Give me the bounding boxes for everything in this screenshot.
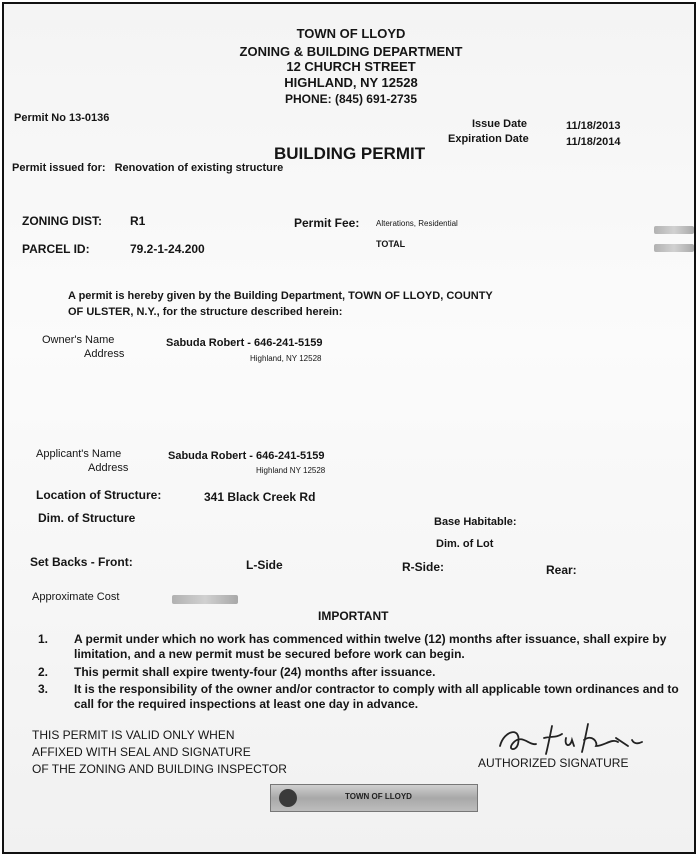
dim-lot-label: Dim. of Lot (436, 538, 494, 550)
owner-name-label: Owner's Name (42, 334, 115, 346)
fee-total-label: TOTAL (376, 239, 406, 249)
owner-address: Highland, NY 12528 (250, 354, 322, 363)
zoning-district: R1 (130, 214, 146, 228)
applicant-name: Sabuda Robert - 646-241-5159 (168, 450, 325, 462)
permit-number-label: Permit No (14, 112, 66, 124)
department-city: HIGHLAND, NY 12528 (284, 75, 418, 90)
owner-name: Sabuda Robert - 646-241-5159 (166, 337, 323, 349)
valid-notice-line2: AFFIXED WITH SEAL AND SIGNATURE (32, 745, 251, 759)
important-item: 2. This permit shall expire twenty-four (24) months after issuance. (38, 665, 436, 679)
applicant-address: Highland NY 12528 (256, 466, 326, 475)
setbacks-rear-label: Rear: (546, 563, 577, 577)
setbacks-rside-label: R-Side: (402, 560, 444, 574)
permit-document (2, 2, 696, 854)
valid-notice-line3: OF THE ZONING AND BUILDING INSPECTOR (32, 762, 287, 776)
issued-for-label: Permit issued for: (12, 162, 106, 174)
permit-number-row (14, 112, 109, 124)
document-title: BUILDING PERMIT (274, 144, 426, 163)
parcel-id: 79.2-1-24.200 (130, 242, 205, 256)
valid-notice-line1: THIS PERMIT IS VALID ONLY WHEN (32, 728, 235, 742)
seal-emblem-icon (279, 789, 297, 807)
department-street: 12 CHURCH STREET (286, 59, 416, 74)
expiration-date-label: Expiration Date (448, 133, 529, 145)
setbacks-lside-label: L-Side (246, 558, 283, 572)
approximate-cost-label: Approximate Cost (32, 591, 120, 603)
location-value: 341 Black Creek Rd (204, 490, 316, 504)
dim-structure-label: Dim. of Structure (38, 511, 136, 525)
important-title: IMPORTANT (318, 609, 389, 623)
location-label: Location of Structure: (36, 488, 162, 502)
redacted-fee (654, 226, 694, 234)
important-item: 1. A permit under which no work has commenced within twelve (12) months after issuance, shall expire by limitation, and a new permit must be secured before work can begin. (38, 632, 667, 661)
important-item: 3. It is the responsibility of the owner and/or contractor to comply with all applicable town ordinances and to call for the required inspections at least one day in advance. (38, 682, 679, 711)
redacted-total (654, 244, 694, 252)
permit-fee-type: Alterations, Residential (376, 219, 458, 228)
seal-text: TOWN OF LLOYD (345, 792, 412, 801)
permit-issued-for-row (12, 162, 283, 174)
town-seal (270, 784, 478, 812)
issue-date-label: Issue Date (472, 118, 528, 130)
applicant-name-label: Applicant's Name (36, 448, 122, 460)
parcel-id-label: PARCEL ID: (22, 242, 90, 256)
signature-image (492, 716, 652, 760)
grant-text-line1: A permit is hereby given by the Building Department, TOWN OF LLOYD, COUNTY (68, 290, 493, 302)
authorized-signature-label: AUTHORIZED SIGNATURE (478, 756, 629, 770)
expiration-date: 11/18/2014 (566, 136, 621, 148)
issue-date: 11/18/2013 (566, 120, 621, 132)
department-name: ZONING & BUILDING DEPARTMENT (239, 44, 463, 59)
grant-text-line2: OF ULSTER, N.Y., for the structure described herein: (68, 306, 343, 318)
applicant-address-label: Address (88, 462, 129, 474)
redacted-cost (172, 595, 238, 604)
issued-for-value: Renovation of existing structure (114, 162, 284, 174)
zoning-district-label: ZONING DIST: (22, 214, 102, 228)
permit-fee-label: Permit Fee: (294, 216, 360, 230)
department-phone: PHONE: (845) 691-2735 (284, 92, 418, 106)
setbacks-front-label: Set Backs - Front: (30, 555, 133, 569)
town-name: TOWN OF LLOYD (296, 26, 406, 41)
permit-number: 13-0136 (69, 112, 110, 124)
base-habitable-label: Base Habitable: (434, 516, 517, 528)
owner-address-label: Address (84, 348, 125, 360)
